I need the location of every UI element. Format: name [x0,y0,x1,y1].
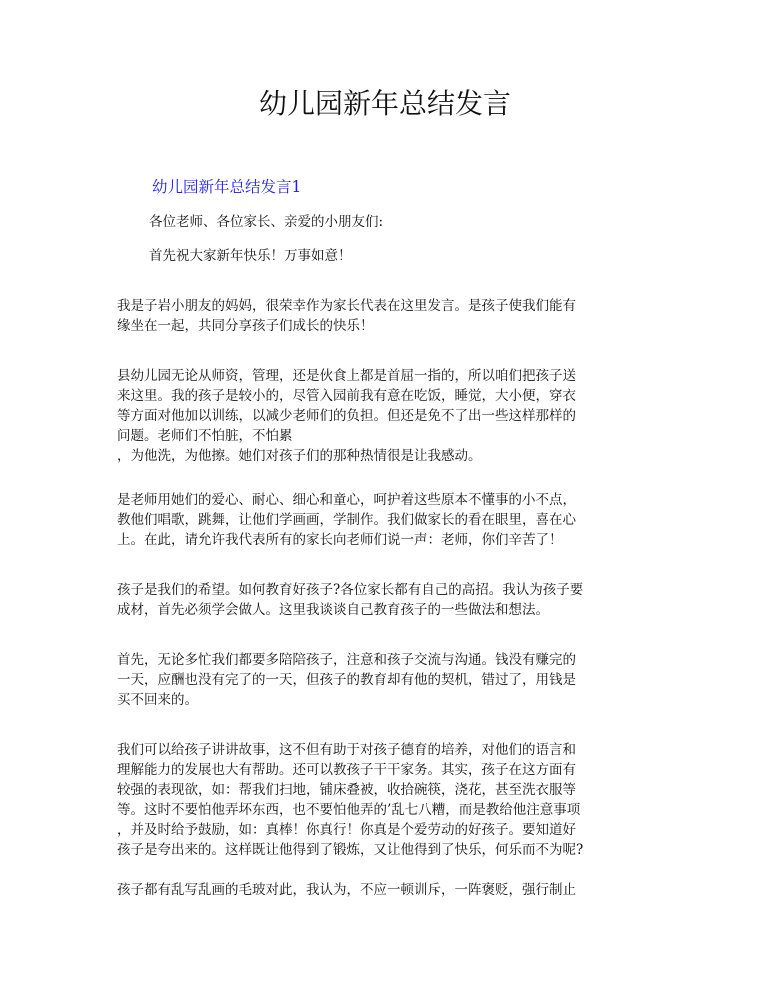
paragraph-line: ，为他洗，为他擦。她们对孩子们的那种热情很是让我感动。 [117,448,482,464]
paragraph-1 [117,296,657,336]
greeting-line: 各位老师、各位家长、亲爱的小朋友们: [149,214,384,230]
paragraph-4 [117,580,657,620]
paragraph-line: 首先，无论多忙我们都要多陪陪孩子，注意和孩子交流与沟通。钱没有赚完的 [117,652,576,668]
paragraph-line: 一天，应酬也没有完了的一天，但孩子的教育却有他的契机，错过了，用钱是 [117,672,576,688]
paragraph-line: 是老师用她们的爱心、耐心、细心和童心，呵护着这些原本不懂事的小不点， [117,492,576,508]
paragraph-line: 来这里。我的孩子是较小的，尽管入园前我有意在吃饭，睡觉，大小便，穿衣 [117,388,576,404]
paragraph-6 [117,740,657,860]
paragraph-line: 买不回来的。 [117,692,198,708]
paragraph-line: 孩子都有乱写乱画的毛玻对此，我认为，不应一顿训斥，一阵褒贬，强行制止 [117,882,576,898]
paragraph-line: ，并及时给予鼓励，如：真棒！你真行！你真是个爱劳动的好孩子。要知道好 [117,822,576,838]
paragraph-line: 教他们唱歌，跳舞，让他们学画画，学制作。我们做家长的看在眼里，喜在心 [117,512,576,528]
wishes-line: 首先祝大家新年快乐！万事如意！ [149,248,352,264]
paragraph-3 [117,490,657,550]
paragraph-line: 缘坐在一起，共同分享孩子们成长的快乐！ [117,318,374,334]
paragraph-line: 等。这时不要怕他弄坏东西，也不要怕他弄的’乱七八糟，而是教给他注意事项 [117,802,581,818]
paragraph-line: 问题。老师们不怕脏，不怕累 [117,428,293,444]
document-title: 幼儿园新年总结发言 [258,87,511,120]
paragraph-line: 上。在此，请允许我代表所有的家长向老师们说一声：老师，你们辛苦了！ [117,532,563,548]
paragraph-line: 我是子岩小朋友的妈妈，很荣幸作为家长代表在这里发言。是孩子使我们能有 [117,298,576,314]
paragraph-line: 较强的表现欲，如：帮我们扫地，铺床叠被，收拾碗筷，浇花，甚至洗衣服等 [117,782,576,798]
paragraph-7 [117,880,657,900]
paragraph-line: 县幼儿园无论从师资，管理，还是伙食上都是首屈一指的，所以咱们把孩子送 [117,368,576,384]
paragraph-line: 孩子是夸出来的。这样既让他得到了锻炼，又让他得到了快乐，何乐而不为呢? [117,842,584,858]
paragraph-line: 孩子是我们的希望。如何教育好孩子?各位家长都有自己的高招。我认为孩子要 [117,582,584,598]
paragraph-line: 我们可以给孩子讲讲故事，这不但有助于对孩子德育的培养，对他们的语言和 [117,742,576,758]
paragraph-line: 理解能力的发展也大有帮助。还可以教孩子干干家务。其实，孩子在这方面有 [117,762,576,778]
paragraph-2 [117,366,657,466]
paragraph-5 [117,650,657,710]
paragraph-line: 成材，首先必须学会做人。这里我谈谈自己教育孩子的一些做法和想法。 [117,602,549,618]
paragraph-line: 等方面对他加以训练，以减少老师们的负担。但还是免不了出一些这样那样的 [117,408,576,424]
section-subtitle: 幼儿园新年总结发言1 [152,178,302,196]
